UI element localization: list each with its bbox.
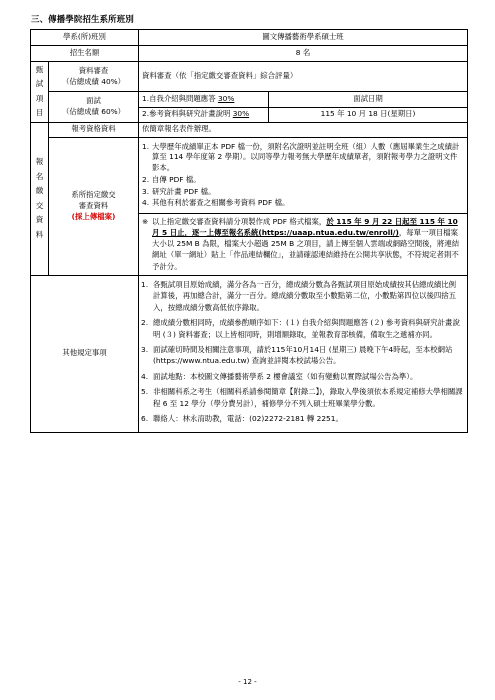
interview-date-label: 面試日期 xyxy=(269,92,468,108)
other-rules-item: 1. 各甄試項目原始成績，滿分各為一百分，總成績分數為各甄試項目原始成績按其佔總成績比例計算後，再加總合計，滿分一百分。總成績分數取至小數點第二位，小數點第四位以後四捨五入，按總成績分數高低依序錄取。 xyxy=(141,279,457,312)
qualification-label: 報考資格資料 xyxy=(49,122,139,137)
admissions-table xyxy=(30,29,468,433)
other-rules-row xyxy=(31,275,468,432)
interview-date-value: 115 年 10 月 18 日(星期日) xyxy=(269,107,468,122)
quota-row xyxy=(31,46,468,62)
materials-item: 4. 其他有利於審查之相關參考資料 PDF 檔。 xyxy=(142,198,290,208)
interview-item-1: 1.自我介紹與問題應答 30% xyxy=(139,92,269,108)
dept-row xyxy=(31,30,468,46)
other-rules-label: 其他規定事項 xyxy=(31,275,139,432)
interview-item-2: 2.參考資料與研究計畫說明 30% xyxy=(139,107,269,122)
other-rules-item: 6. 聯絡人：林永淯助教，電話：(02)2272-2181 轉 2251。 xyxy=(141,414,343,424)
section-title: 三、傳播學院招生系所班別 xyxy=(31,14,134,24)
materials-row xyxy=(31,137,468,275)
quota-label: 招生名額 xyxy=(31,46,139,62)
other-rules-list xyxy=(139,276,467,432)
materials-item: 1. 大學歷年成績單正本 PDF 檔一份，須附名次證明並註明全班（組）人數（應屆畢業生之成績計算至 114 學年度第 2 學期）。以同等學力報考無大學歷年成績單者，須附報考學力之證明文件影本。 xyxy=(142,141,460,173)
other-rules-item: 2. 總成績分數相同時，成績參酌順序如下：(１) 自我介紹與問題應答 (２) 參考資料與研究計畫說明 (３) 資料審查；以上皆相同時，則增額錄取，並報教育部核備，備取生之遞補亦同。 xyxy=(141,318,460,339)
exam-items-side-label: 甄 試 項 目 xyxy=(31,62,49,123)
dept-value: 圖文傳播藝術學系碩士班 xyxy=(139,30,468,46)
interview-label: 面試 （佔總成績 60%） xyxy=(49,92,139,123)
other-rules-item: 3. 面試確切時間及相關注意事項，請於115年10月14日 (星期三) 晨晚下午4時起，至本校網站 (https://www.ntua.edu.tw) 查詢並詳閱本校試場公告。 xyxy=(141,344,453,366)
page-number: - 12 - xyxy=(238,678,257,686)
quota-value: 8 名 xyxy=(139,46,468,62)
submission-side-label: 報 名 繳 交 資 料 xyxy=(31,122,49,275)
dept-label: 學系(所)班別 xyxy=(31,30,139,46)
upload-note: (採上傳檔案) xyxy=(71,211,116,221)
materials-value xyxy=(139,137,468,275)
review-value: 資料審查（依「指定繳交審查資料」綜合評量） xyxy=(139,62,468,92)
materials-list xyxy=(142,142,463,209)
other-rules-item: 5. 非相關科系之考生（相關科系請參閱簡章【附錄二】)，錄取入學後須依本系規定補修大學相關課程 6 至 12 學分（學分費另計），補修學分不列入碩士班畢業學分數。 xyxy=(141,387,463,408)
other-rules-item: 4. 面試地點：本校圖文傳播藝術學系 2 樓會議室（如有變動以實際試場公告為準）。 xyxy=(141,371,418,381)
other-rules-value xyxy=(139,275,468,432)
materials-item: 2. 自傳 PDF 檔。 xyxy=(142,174,201,184)
upload-notice: ※ 以上指定繳交審查資料請分項製作成 PDF 格式檔案，於 115 年 9 月 22 日起至 115 年 10 月 5 日止，逐一上傳至報名系統(https://uaap.ntua.edu.tw/enroll/)，每單一項目檔案大小以 25M B 為限，檔案大小超過 25M B 之項目，請上傳至個人雲端或網路空間後，將連結網址（單一網址）貼上「作品連結欄位」，並請確認連結維持在公開共享狀態，不符規定者則不予計分。 xyxy=(142,217,460,271)
materials-label: 系所指定繳交 審查資料 (採上傳檔案) xyxy=(49,137,139,275)
review-label: 資料審查 （佔總成績 40%） xyxy=(49,62,139,92)
interview-row xyxy=(31,92,468,108)
qualification-value: 依簡章報名表件辦理。 xyxy=(139,122,468,137)
qualification-row xyxy=(31,122,468,137)
review-row xyxy=(31,62,468,92)
materials-item: 3. 研究計畫 PDF 檔。 xyxy=(142,186,216,196)
